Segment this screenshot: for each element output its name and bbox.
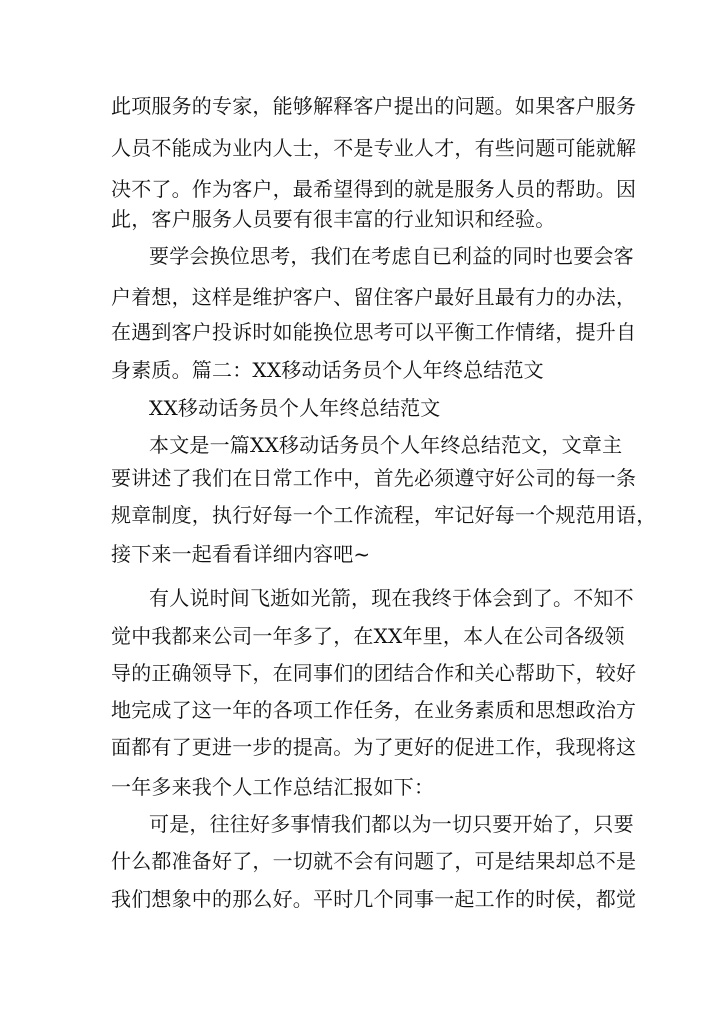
text-line: 我们想象中的那么好。平时几个同事一起工作的时侯，都觉 [111,887,637,911]
text-line: 人员不能成为业内人士，不是专业人才，有些问题可能就解 [111,136,637,160]
text-line: 要讲述了我们在日常工作中，首先必须遵守好公司的每一条 [111,466,637,490]
text-line: 在遇到客户投诉时如能换位思考可以平衡工作情绪，提升自 [111,320,637,344]
text-line: 身素质。篇二：XX移动话务员个人年终总结范文 [111,358,544,382]
text-line: 接下来一起看看详细内容吧~ [111,542,371,566]
text-line: 要学会换位思考，我们在考虑自已利益的同时也要会客 [149,244,634,268]
text-line: 有人说时间飞逝如光箭，现在我终于体会到了。不知不 [149,586,634,610]
text-line: 面都有了更进一步的提高。为了更好的促进工作，我现将这 [111,735,637,759]
section-heading: XX移动话务员个人年终总结范文 [149,396,441,420]
text-line: 一年多来我个人工作总结汇报如下： [111,775,435,799]
text-line: 户着想，这样是维护客户、留住客户最好且最有力的办法， [111,285,637,309]
text-line: 决不了。作为客户，最希望得到的就是服务人员的帮助。因 [111,177,637,201]
text-line: 此项服务的专家，能够解释客户提出的问题。如果客户服务 [111,94,637,118]
text-line: 地完成了这一年的各项工作任务，在业务素质和思想政治方 [111,698,637,722]
text-line: 此，客户服务人员要有很丰富的行业知识和经验。 [111,207,556,231]
text-line: 本文是一篇XX移动话务员个人年终总结范文，文章主 [149,433,623,457]
text-line: 什么都准备好了，一切就不会有问题了，可是结果却总不是 [111,849,637,873]
text-line: 可是，往往好多事情我们都以为一切只要开始了，只要 [149,812,634,836]
text-line: 导的正确领导下，在同事们的团结合作和关心帮助下，较好 [111,661,637,685]
text-line: 觉中我都来公司一年多了，在XX年里，本人在公司各级领 [111,624,625,648]
text-line: 规章制度，执行好每一个工作流程，牢记好每一个规范用语， [111,503,657,527]
